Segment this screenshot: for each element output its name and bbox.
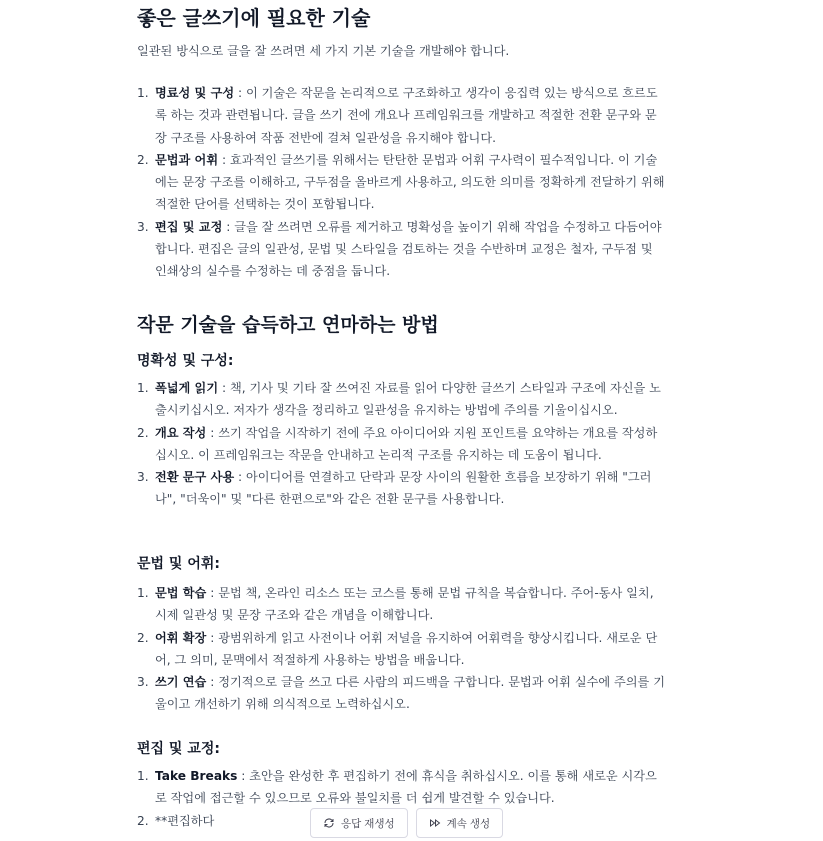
- continue-button[interactable]: [416, 808, 504, 838]
- skills-list: [137, 82, 667, 283]
- section-heading: 작문 기술을 습득하고 연마하는 방법: [137, 314, 439, 336]
- list-item: [137, 422, 667, 467]
- list-item: [137, 216, 667, 283]
- list-number: 3.: [137, 675, 149, 690]
- regenerate-button[interactable]: [310, 808, 408, 838]
- list-item-text: : 글을 잘 쓰려면 오류를 제거하고 명확성을 높이기 위해 작업을 수정하고 다듬어야 합니다. 편집은 글의 일관성, 문법 및 스타일을 검토하는 것을 수반하며 교정은 철자, 구두점 및 인쇄상의 실수를 수정하는 데 중점을 둡니다.: [155, 219, 662, 279]
- list-item: [137, 377, 667, 422]
- list-item-text: : 아이디어를 연결하고 단락과 문장 사이의 원활한 흐름을 보장하기 위해 "그러나", "더욱이" 및 "다른 한편으로"와 같은 전환 문구를 사용합니다.: [155, 470, 652, 507]
- list-item-text: : 이 기술은 작문을 논리적으로 구조화하고 생각이 응집력 있는 방식으로 흐르도록 하는 것과 관련됩니다. 글을 쓰기 전에 개요나 프레임워크를 개발하고 적절한 전환 문구와 문장 구조를 사용하여 작품 전반에 걸쳐 일관성을 유지해야 합니다.: [155, 86, 658, 145]
- list-item-title: 어휘 확장: [155, 630, 207, 645]
- list-item: [137, 466, 667, 511]
- list-number: 1.: [137, 86, 149, 100]
- page-title: 좋은 글쓰기에 필요한 기술: [137, 6, 371, 30]
- list-item-text: : 초안을 완성한 후 편집하기 전에 휴식을 취하십시오. 이를 통해 새로운 시각으로 작업에 접근할 수 있으므로 오류와 불일치를 더 쉽게 발견할 수 있습니다.: [155, 769, 657, 806]
- subheading-grammar: 문법 및 어휘:: [137, 556, 220, 572]
- list-item-title: 편집 및 교정: [155, 219, 223, 234]
- refresh-icon: [323, 817, 335, 829]
- regenerate-label: 응답 재생성: [341, 817, 395, 830]
- intro-paragraph: 일관된 방식으로 글을 잘 쓰려면 세 가지 기본 기술을 개발해야 합니다.: [137, 44, 510, 58]
- list-item-title: 전환 문구 사용: [155, 470, 235, 485]
- list-item-title: 폭넓게 읽기: [155, 381, 219, 395]
- list-item-title: 문법 학습: [155, 586, 207, 600]
- list-number: 1.: [137, 381, 149, 395]
- list-item: [137, 82, 667, 149]
- list-item: [137, 671, 667, 716]
- list-item-title: 쓰기 연습: [155, 675, 207, 690]
- list-number: 3.: [137, 219, 149, 234]
- list-item-text: **편집하다: [155, 813, 215, 828]
- list-number: 2.: [137, 630, 149, 645]
- list-item: [137, 582, 667, 627]
- list-item-title: Take Breaks: [155, 769, 238, 783]
- clarity-list: [137, 377, 667, 511]
- list-item-title: 문법과 어휘: [155, 152, 219, 167]
- list-number: 1.: [137, 769, 149, 783]
- response-actions: [310, 808, 503, 838]
- list-number: 2.: [137, 152, 149, 167]
- list-item-title: 명료성 및 구성: [155, 86, 235, 100]
- continue-label: 계속 생성: [446, 817, 491, 830]
- list-item-text: : 효과적인 글쓰기를 위해서는 탄탄한 문법과 어휘 구사력이 필수적입니다. 이 기술에는 문장 구조를 이해하고, 구두점을 올바르게 사용하고, 의도한 의미를 정확하게 전달하기 위해 적절한 단어를 선택하는 것이 포함됩니다.: [155, 152, 665, 212]
- list-item-text: : 정기적으로 글을 쓰고 다른 사람의 피드백을 구합니다. 문법과 어휘 실수에 주의를 기울이고 개선하기 위해 의식적으로 노력하십시오.: [155, 675, 665, 712]
- list-number: 2.: [137, 813, 149, 828]
- list-item-text: : 문법 책, 온라인 리소스 또는 코스를 통해 문법 규칙을 복습합니다. 주어-동사 일치, 시제 일관성 및 문장 구조와 같은 개념을 이해합니다.: [155, 586, 654, 623]
- list-item-text: : 쓰기 작업을 시작하기 전에 주요 아이디어와 지원 포인트를 요약하는 개요를 작성하십시오. 이 프레임워크는 작문을 안내하고 논리적 구조를 유지하는 데 도움이 됩니다.: [155, 425, 658, 462]
- subheading-editing: 편집 및 교정:: [137, 741, 220, 757]
- list-item-text: : 광범위하게 읽고 사전이나 어휘 저널을 유지하여 어휘력을 향상시킵니다. 새로운 단어, 그 의미, 문맥에서 적절하게 사용하는 방법을 배웁니다.: [155, 630, 658, 667]
- grammar-list: [137, 582, 667, 716]
- subheading-clarity: 명확성 및 구성:: [137, 353, 234, 369]
- list-item-text: : 책, 기사 및 기타 잘 쓰여진 자료를 읽어 다양한 글쓰기 스타일과 구조에 자신을 노출시키십시오. 저자가 생각을 정리하고 일관성을 유지하는 방법에 주의를 기울이십시오.: [155, 381, 661, 418]
- list-item: [137, 765, 667, 810]
- list-item-title: 개요 작성: [155, 425, 207, 440]
- list-number: 3.: [137, 470, 149, 485]
- list-number: 2.: [137, 425, 149, 440]
- list-number: 1.: [137, 586, 149, 600]
- list-item: [137, 149, 667, 216]
- fast-forward-icon: [429, 817, 441, 829]
- list-item: [137, 627, 667, 672]
